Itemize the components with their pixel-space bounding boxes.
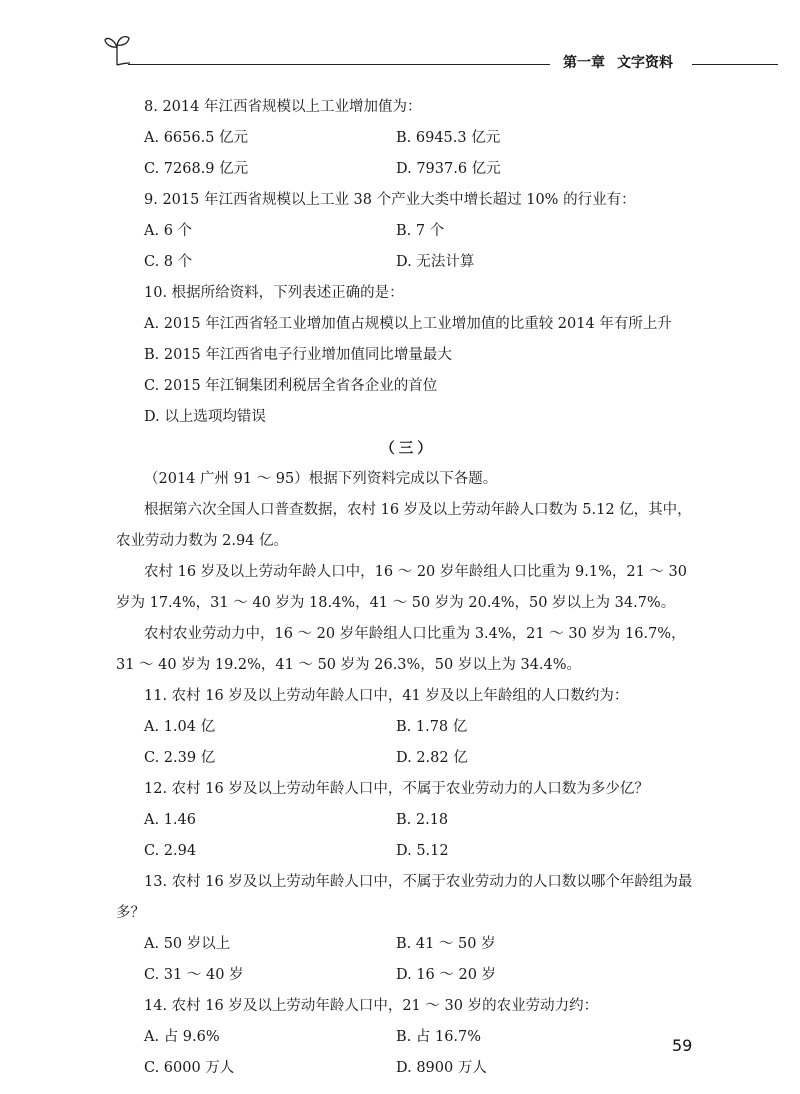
header-rule-right — [692, 64, 778, 65]
page-body — [116, 92, 700, 1084]
q10-option-d: D. 以上选项均错误 — [144, 409, 266, 425]
question-13-stem: 13. 农村 16 岁及以上劳动年龄人口中，不属于农业劳动力的人口数以哪个年龄组为最多？ — [116, 874, 693, 921]
question-14-options-row-2 — [116, 1053, 700, 1084]
chapter-title: 文字资料 — [617, 55, 673, 71]
q11-option-c: C. 2.39 亿 — [144, 750, 216, 766]
chapter-heading — [563, 52, 673, 72]
question-14-options-row-1 — [116, 1022, 700, 1053]
question-12-stem: 12. 农村 16 岁及以上劳动年龄人口中，不属于农业劳动力的人口数为多少亿？ — [144, 781, 649, 797]
page-number: 59 — [672, 1036, 693, 1055]
chapter-number: 第一章 — [563, 55, 605, 71]
material-paragraph-1: 根据第六次全国人口普查数据，农村 16 岁及以上劳动年龄人口数为 5.12 亿，其中，农业劳动力数为 2.94 亿。 — [116, 502, 692, 549]
q12-option-c: C. 2.94 — [144, 843, 197, 859]
question-8-stem: 8. 2014 年江西省规模以上工业增加值为： — [144, 99, 422, 115]
section-title: （三） — [380, 440, 436, 457]
q13-option-c: C. 31 ～ 40 岁 — [144, 967, 244, 983]
q10-option-c: C. 2015 年江铜集团利税居全省各企业的首位 — [144, 378, 438, 394]
material-paragraph-2: 农村 16 岁及以上劳动年龄人口中，16 ～ 20 岁年龄组人口比重为 9.1%，21 ～ 30 岁为 17.4%，31 ～ 40 岁为 18.4%，41 ～ 50 岁为 20.4%，50 岁以上为 34.7%。 — [116, 564, 687, 611]
question-11-options-row-1 — [116, 712, 700, 743]
question-9-options-row-1 — [116, 216, 700, 247]
question-13-options-row-1 — [116, 929, 700, 960]
q10-option-b: B. 2015 年江西省电子行业增加值同比增量最大 — [144, 347, 452, 363]
question-8-options-row-1 — [116, 123, 700, 154]
q12-option-d: D. 5.12 — [396, 843, 449, 859]
q9-option-c: C. 8 个 — [144, 254, 193, 270]
question-14-stem: 14. 农村 16 岁及以上劳动年龄人口中，21 ～ 30 岁的农业劳动力约： — [144, 998, 599, 1014]
q10-option-a: A. 2015 年江西省轻工业增加值占规模以上工业增加值的比重较 2014 年有所上升 — [144, 316, 672, 332]
q11-option-a: A. 1.04 亿 — [144, 719, 216, 735]
question-13-options-row-2 — [116, 960, 700, 991]
question-9-options-row-2 — [116, 247, 700, 278]
question-11-options-row-2 — [116, 743, 700, 774]
q11-option-d: D. 2.82 亿 — [396, 750, 468, 766]
q13-option-a: A. 50 岁以上 — [144, 936, 231, 952]
q12-option-a: A. 1.46 — [144, 812, 196, 828]
question-12-options-row-1 — [116, 805, 700, 836]
q8-option-d: D. 7937.6 亿元 — [396, 161, 501, 177]
q9-option-a: A. 6 个 — [144, 223, 193, 239]
q13-option-b: B. 41 ～ 50 岁 — [396, 936, 496, 952]
question-9-stem: 9. 2015 年江西省规模以上工业 38 个产业大类中增长超过 10% 的行业有： — [144, 192, 636, 208]
header-rule-left — [128, 64, 550, 65]
q14-option-c: C. 6000 万人 — [144, 1060, 235, 1076]
material-paragraph-3: 农村农业劳动力中，16 ～ 20 岁年龄组人口比重为 3.4%，21 ～ 30 岁为 16.7%，31 ～ 40 岁为 19.2%，41 ～ 50 岁为 26.3%，50 岁以上为 34.4%。 — [116, 626, 686, 673]
q9-option-b: B. 7 个 — [396, 223, 445, 239]
q14-option-b: B. 占 16.7% — [396, 1029, 482, 1045]
question-10-stem: 10. 根据所给资料，下列表述正确的是： — [144, 285, 404, 301]
sprout-icon — [104, 33, 130, 67]
question-11-stem: 11. 农村 16 岁及以上劳动年龄人口中，41 岁及以上年龄组的人口数约为： — [144, 688, 629, 704]
question-8-options-row-2 — [116, 154, 700, 185]
q8-option-c: C. 7268.9 亿元 — [144, 161, 249, 177]
question-12-options-row-2 — [116, 836, 700, 867]
q8-option-a: A. 6656.5 亿元 — [144, 130, 249, 146]
q12-option-b: B. 2.18 — [396, 812, 449, 828]
q13-option-d: D. 16 ～ 20 岁 — [396, 967, 497, 983]
q9-option-d: D. 无法计算 — [396, 254, 475, 270]
section-source: （2014 广州 91 ～ 95）根据下列资料完成以下各题。 — [144, 471, 498, 487]
q14-option-a: A. 占 9.6% — [144, 1029, 220, 1045]
q8-option-b: B. 6945.3 亿元 — [396, 130, 501, 146]
q14-option-d: D. 8900 万人 — [396, 1060, 487, 1076]
page-header — [0, 0, 800, 80]
q11-option-b: B. 1.78 亿 — [396, 719, 468, 735]
